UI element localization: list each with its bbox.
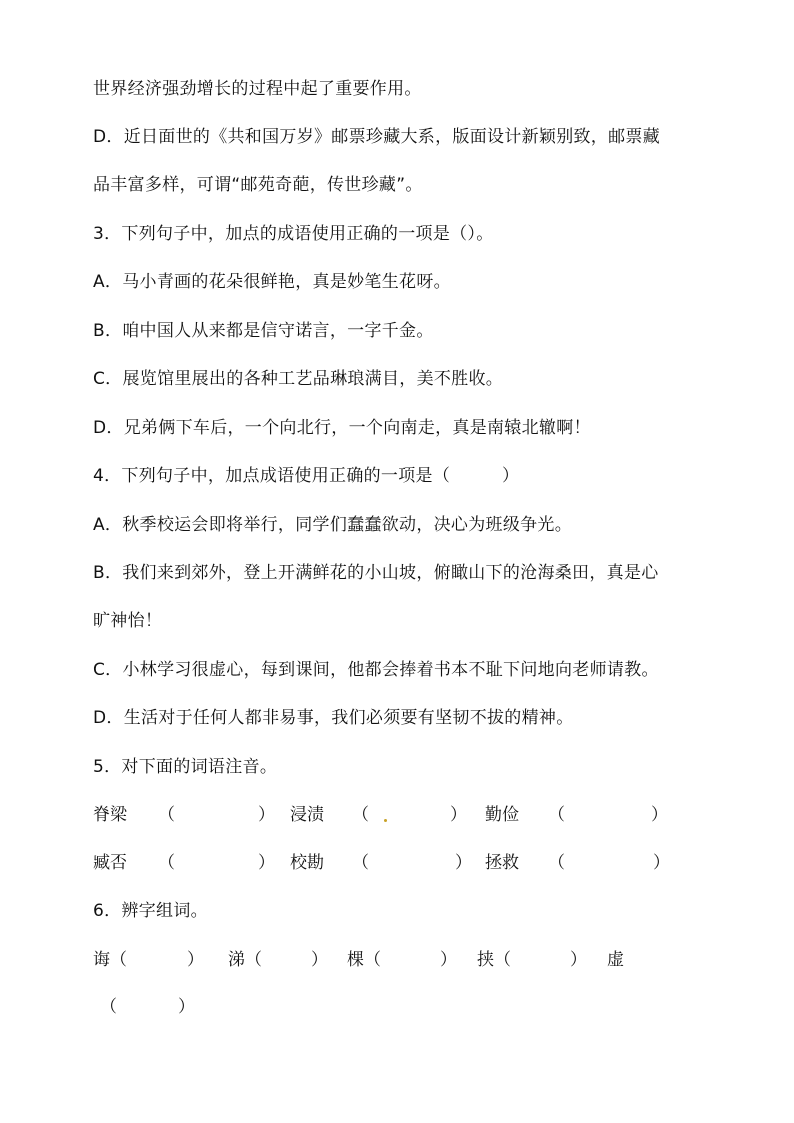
close-paren: ） — [258, 805, 275, 825]
question-4-title: 4．下列句子中，加点成语使用正确的一项是（ ） — [93, 466, 520, 486]
word: 浸渍 — [290, 805, 324, 825]
pinyin-row — [0, 804, 794, 826]
text-line: 世界经济强劲增长的过程中起了重要作用。 — [93, 79, 422, 99]
question-3-title: 3．下列句子中，加点的成语使用正确的一项是（）。 — [93, 224, 494, 244]
option-b: B．咱中国人从来都是信守诺言，一字千金。 — [93, 321, 434, 341]
open-paren: （ — [158, 805, 175, 825]
char-open: 诲（ — [93, 950, 127, 970]
word: 脊梁 — [93, 805, 127, 825]
close-paren: ） — [178, 997, 195, 1017]
word: 臧否 — [93, 853, 127, 873]
word: 校勘 — [290, 853, 324, 873]
close-paren: ） — [440, 950, 457, 970]
option-b: B．我们来到郊外，登上开满鲜花的小山坡，俯瞰山下的沧海桑田，真是心 — [93, 563, 659, 583]
option-a: A．马小青画的花朵很鲜艳，真是妙笔生花呀。 — [93, 272, 451, 292]
dot-mark — [384, 819, 387, 822]
option-d: D．兄弟俩下车后，一个向北行，一个向南走，真是南辕北辙啊！ — [93, 418, 591, 438]
close-paren: ） — [653, 853, 670, 873]
close-paren: ） — [651, 805, 668, 825]
option-b-continued: 旷神怡！ — [93, 611, 163, 631]
question-5-title: 5．对下面的词语注音。 — [93, 757, 278, 777]
close-paren: ） — [450, 805, 467, 825]
open-paren: （ — [158, 853, 175, 873]
question-6-title: 6．辨字组词。 — [93, 901, 208, 921]
text-line: D．近日面世的《共和国万岁》邮票珍藏大系，版面设计新颖别致，邮票藏 — [93, 127, 660, 147]
close-paren: ） — [311, 950, 328, 970]
option-a: A．秋季校运会即将举行，同学们蠢蠢欲动，决心为班级争光。 — [93, 515, 573, 535]
close-paren: ） — [455, 853, 472, 873]
char: 虚 — [607, 950, 624, 970]
option-c: C．展览馆里展出的各种工艺品琳琅满目，美不胜收。 — [93, 369, 504, 389]
option-d: D．生活对于任何人都非易事，我们必须要有坚韧不拔的精神。 — [93, 708, 574, 728]
pinyin-row — [0, 852, 794, 874]
word: 拯救 — [485, 853, 519, 873]
option-c: C．小林学习很虚心，每到课间，他都会捧着书本不耻下问地向老师请教。 — [93, 660, 659, 680]
open-paren: （ — [548, 853, 565, 873]
close-paren: ） — [258, 853, 275, 873]
text-line: 品丰富多样，可谓“邮苑奇葩，传世珍藏”。 — [93, 175, 423, 195]
char-open: 棵（ — [347, 950, 381, 970]
close-paren: ） — [570, 950, 587, 970]
close-paren: ） — [187, 950, 204, 970]
word: 勤俭 — [485, 805, 519, 825]
char-open: 涕（ — [228, 950, 262, 970]
char-open: 挟（ — [477, 950, 511, 970]
open-paren: （ — [100, 997, 117, 1017]
open-paren: （ — [352, 805, 369, 825]
word-group-row — [0, 949, 794, 971]
word-group-row-continued — [0, 996, 794, 1018]
open-paren: （ — [548, 805, 565, 825]
open-paren: （ — [352, 853, 369, 873]
